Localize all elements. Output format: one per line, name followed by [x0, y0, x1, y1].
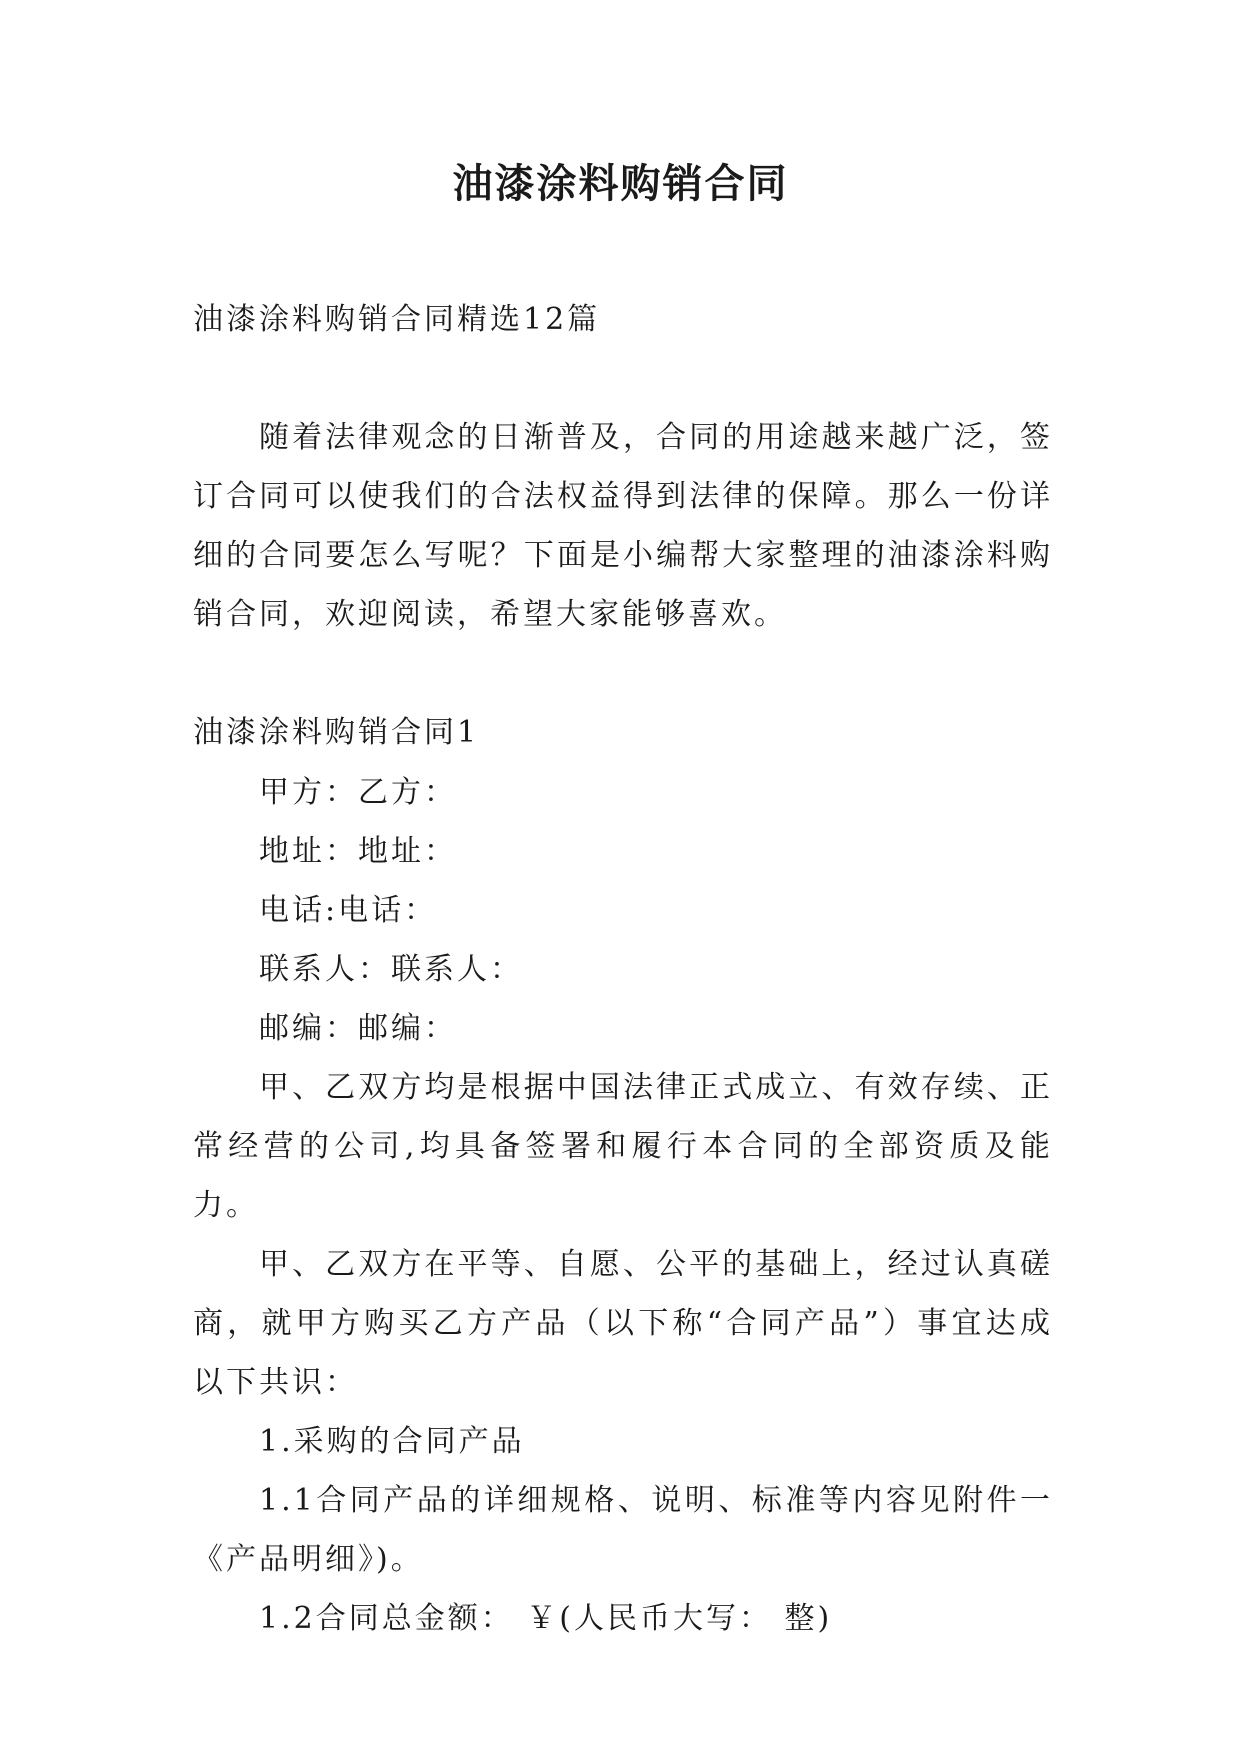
address-line: 地址：地址：	[259, 834, 457, 869]
document-title: 油漆涂料购销合同	[452, 160, 789, 207]
document-subtitle: 油漆涂料购销合同精选12篇	[193, 302, 601, 337]
document-body	[193, 290, 1053, 1648]
clause-item: 1.2合同总金额： ￥(人民币大写： 整)	[259, 1601, 833, 1636]
intro-paragraph: 随着法律观念的日渐普及，合同的用途越来越广泛，签订合同可以使我们的合法权益得到法律的保障。那么一份详细的合同要怎么写呢？下面是小编帮大家整理的油漆涂料购销合同，欢迎阅读，希望大家能够喜欢。	[193, 420, 1053, 632]
clause-item: 1.1合同产品的详细规格、说明、标准等内容见附件一《产品明细》)。	[193, 1483, 1053, 1577]
phone-line: 电话:电话：	[259, 893, 438, 928]
section-title: 油漆涂料购销合同1	[193, 715, 480, 750]
contact-line: 联系人：联系人：	[259, 952, 523, 987]
clause-heading: 1.采购的合同产品	[259, 1424, 525, 1459]
body-paragraph: 甲、乙双方在平等、自愿、公平的基础上，经过认真磋商，就甲方购买乙方产品（以下称“合同产品”）事宜达成以下共识：	[193, 1247, 1053, 1400]
body-paragraph: 甲、乙双方均是根据中国法律正式成立、有效存续、正常经营的公司,均具备签署和履行本合同的全部资质及能力。	[193, 1070, 1053, 1223]
party-line-a: 甲方：乙方：	[259, 775, 457, 810]
postcode-line: 邮编：邮编：	[259, 1011, 457, 1046]
